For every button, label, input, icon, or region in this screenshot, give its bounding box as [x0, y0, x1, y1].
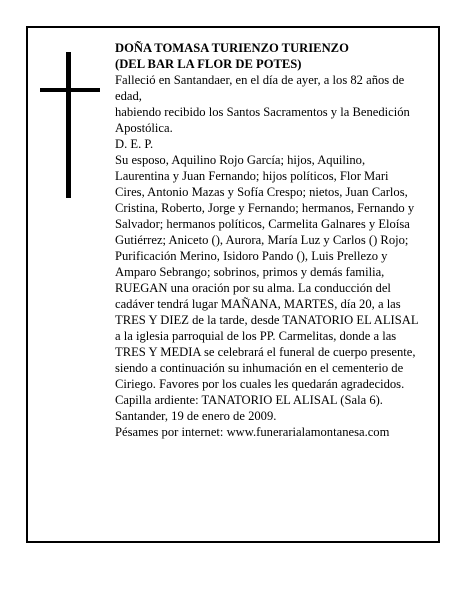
place-date: Santander, 19 de enero de 2009. [115, 409, 277, 423]
death-notice: Falleció en Santandaer, en el día de ayer, a los 82 años de edad, [115, 73, 405, 103]
deceased-subtitle: (DEL BAR LA FLOR DE POTES) [115, 57, 302, 71]
cross-horizontal-bar [40, 88, 100, 92]
deceased-name: DOÑA TOMASA TURIENZO TURIENZO [115, 41, 349, 55]
sacraments-notice: habiendo recibido los Santos Sacramentos y la Benedición Apostólica. [115, 105, 410, 135]
cross-icon [40, 52, 100, 198]
cross-vertical-bar [66, 52, 71, 198]
chapel-info: Capilla ardiente: TANATORIO EL ALISAL (Sala 6). [115, 393, 383, 407]
obituary-text [115, 40, 420, 440]
condolences-info: Pésames por internet: www.funerarialamontanesa.com [115, 425, 390, 439]
dep-line: D. E. P. [115, 137, 154, 151]
funeral-request: RUEGAN una oración por su alma. La conducción del cadáver tendrá lugar MAÑANA, MARTES, día 20, a las TRES Y DIEZ de la tarde, desde TANATORIO EL ALISAL a la iglesia parroquial de los PP. Carmelitas, donde a las TRES Y MEDIA se celebrará el funeral de cuerpo presente, siendo a continuación su inhumación en el cementerio de Ciriego. Favores por los cuales les quedarán agradecidos. [115, 281, 419, 391]
family-list: Su esposo, Aquilino Rojo García; hijos, Aquilino, Laurentina y Juan Fernando; hijos políticos, Flor Mari Cires, Antonio Mazas y Sofía Crespo; nietos, Juan Carlos, Cristina, Roberto, Jorge y Fernando; hermanos, Fernando y Salvador; hermanos políticos, Carmelita Galnares y Eloísa Gutiérrez; Aniceto (), Aurora, María Luz y Carlos () Rojo; Purificación Merino, Isidoro Pando (), Luis Prellezo y Amparo Sebrango; sobrinos, primos y demás familia, [115, 153, 415, 279]
